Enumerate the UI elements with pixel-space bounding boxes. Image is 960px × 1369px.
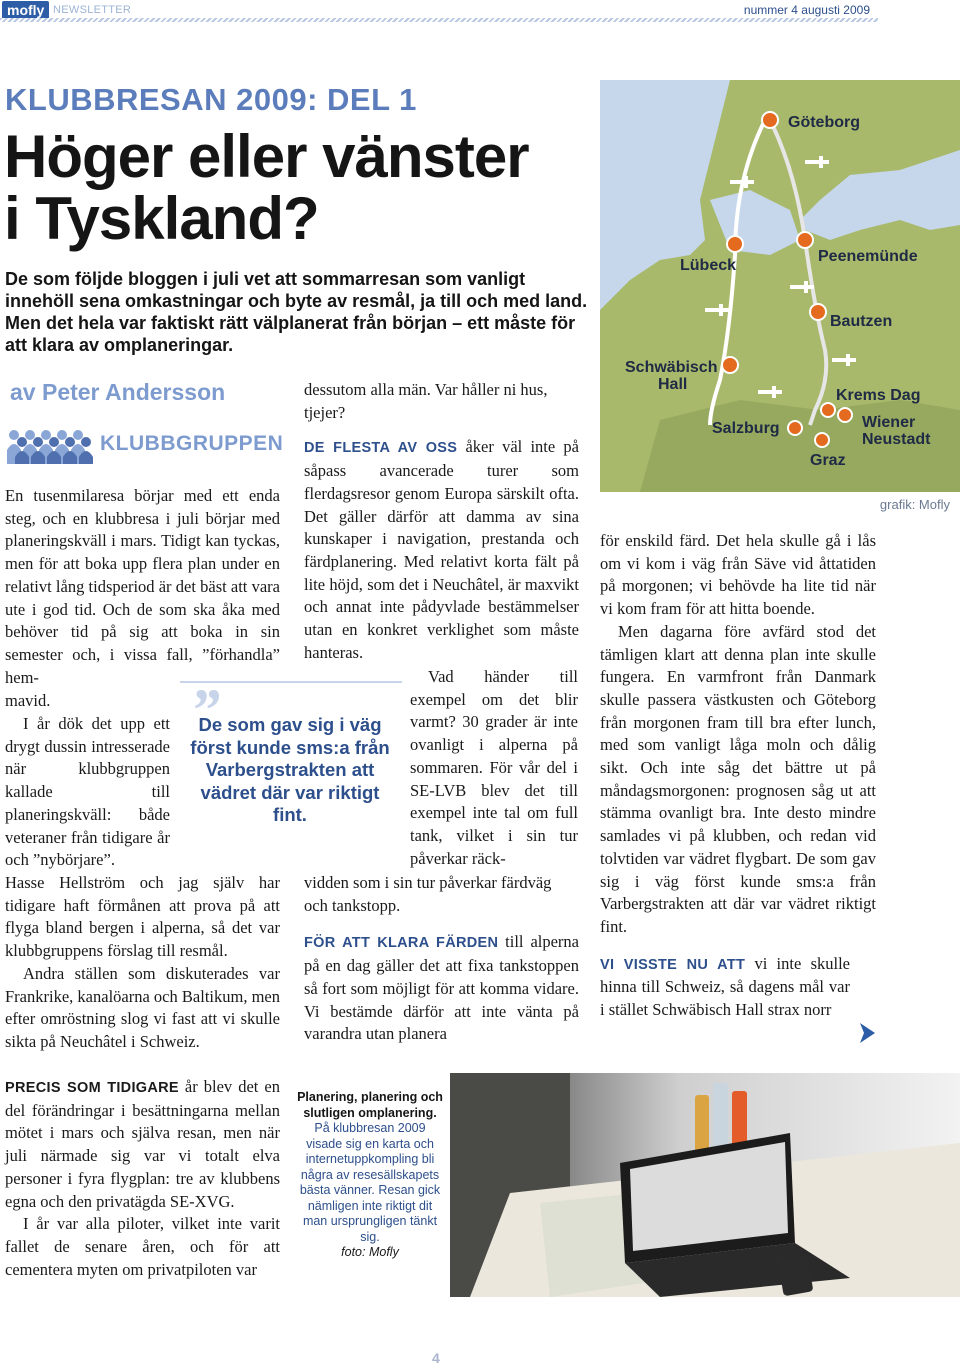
page-number: 4	[432, 1350, 440, 1366]
route-map	[600, 80, 960, 492]
paragraph-text: år blev det en del förändringar i besättningarna mellan mötet i mars och själva resan, men när juli närmade sig var vi totalt elva personer i fyra flygplan: tre av klubbens egna och den privatägda SE-XVG.	[5, 1077, 280, 1211]
column-1-top	[5, 485, 280, 689]
group-label: KLUBBGRUPPEN	[100, 432, 284, 455]
paragraph: dessutom alla män. Var håller ni hus, tjejer?	[304, 380, 548, 422]
planning-photo	[450, 1073, 960, 1297]
paragraph-text: åker väl inte på såpass avancerade turer som flerdagsresor genom Europa särskilt ofta. Det gäller därför att damma av sina kunskaper i navigation, prestanda och färdplanering. Med relativt korta fält på lite höjd, som det i Neuchâtel, är maxvikt och annat inte pådyvlade bestämmelser utan en konkret verklighet som måste hanteras.	[304, 437, 579, 662]
map-label: Peenemünde	[818, 248, 918, 265]
issue-label: nummer 4 augusti 2009	[743, 3, 870, 17]
caption-credit: foto: Mofly	[341, 1245, 399, 1259]
map-dot-bautzen	[810, 304, 826, 320]
map-dot-krems	[821, 403, 835, 417]
map-label: Göteborg	[788, 114, 860, 131]
mofly-logo: mofly	[2, 1, 49, 19]
article-lead: De som följde bloggen i juli vet att sommarresan som vanligt innehöll sena omkastningar och byte av resmål, ja till och med land. Men det hela var faktiskt rätt välplanerat från början – ett måste för att klara av omplaneringar.	[5, 269, 588, 355]
column-1-hyphen-end	[5, 690, 175, 713]
headline-line-2: i Tyskland?	[4, 185, 319, 252]
phone	[778, 1256, 814, 1297]
paragraph-lede: DE FLESTA AV OSS	[304, 440, 458, 457]
paragraph-text: vi inte skulle hinna till Schweiz, så dagens mål var i stället Schwäbisch Hall strax norr	[600, 953, 850, 1020]
people-group-icon	[5, 428, 97, 464]
paragraph: vidden som i sin tur påverkar färdväg och tankstopp.	[304, 873, 552, 915]
caption-text: På klubbresan 2009 visade sig en karta och internetuppkompling bli några av resesällskapets bästa vänner. Resan gick nämligen inte riktigt dit man ursprungligen tänkt sig.	[299, 1121, 441, 1244]
header-stripe	[0, 18, 878, 22]
paragraph	[600, 953, 850, 1022]
paragraph: Hasse Hellström och jag själv har tidigare haft förmånen att prova på att flyga bland bergen i alperna, så det var klubbgruppens förslag till resmål.	[5, 873, 280, 961]
newsletter-label: NEWSLETTER	[53, 4, 132, 16]
paragraph-lede: FÖR ATT KLARA FÄRDEN	[304, 935, 499, 952]
column-2-bottom	[304, 872, 579, 1046]
map-dot-graz	[815, 433, 829, 447]
paragraph: för enskild färd. Det hela skulle gå i lås om vi kom i väg från Säve vid åttatiden på morgonen; vi behövde ha lite tid när vi kom fram för att hitta boende.	[600, 531, 876, 619]
quote-mark-icon: ”	[190, 677, 220, 743]
caption-title: Planering, planering och slutligen omplanering.	[297, 1090, 443, 1120]
byline: av Peter Andersson	[10, 379, 226, 405]
photo-caption	[296, 1090, 444, 1261]
map-credit: grafik: Mofly	[879, 497, 950, 512]
map-label: Krems Dag	[836, 387, 921, 404]
column-3	[600, 530, 876, 1022]
paragraph	[304, 436, 579, 664]
paragraph: Andra ställen som diskuterades var Frankrike, kanalöarna och Baltikum, men efter omröstning slog vi fast att vi skulle sikta på Neuchâtel i Schweiz.	[5, 963, 280, 1051]
map-label: Neustadt	[862, 431, 931, 448]
column-4	[5, 1076, 280, 1281]
page-header	[0, 0, 960, 22]
paragraph	[5, 1076, 280, 1213]
paragraph	[304, 931, 579, 1046]
paragraph-end: mavid.	[5, 691, 51, 710]
map-dot-schwabisch-hall	[722, 357, 738, 373]
map-label: Schwäbisch	[625, 359, 718, 376]
bottle	[695, 1095, 709, 1155]
headline-line-1: Höger eller vänster	[4, 123, 529, 190]
column-1-bottom	[5, 872, 280, 1054]
map-label: Lübeck	[680, 257, 737, 274]
paragraph-lede: VI VISSTE NU ATT	[600, 956, 746, 973]
column-2-top	[304, 379, 579, 664]
pull-quote: De som gav sig i väg först kunde sms:a från Varbergstrakten att vädret där var riktigt fint.	[190, 714, 390, 825]
paragraph: Vad händer till exempel om det blir varmt? 30 grader är inte ovanligt i alperna på sommaren. För vår del i SE-LVB blev det till exempel inte tal om full tank, vilket i sin tur påverkar räck-	[410, 667, 578, 868]
paragraph: Men dagarna före avfärd stod det tämligen klart att denna plan inte skulle fungera. En varmfront från Danmark skulle passera västkusten och Göteborg från morgonen fram till bra efter lunch, med som vanligt låga moln och dålig sikt. Och inte såg det bättre ut på måndagsmorgonen: prognosen såg ut att stämma ovanligt bra. Inte desto mindre samlades vi på klubben, och redan vid tolvtiden var vädret flygbart. De som gav sig i väg först kunde sms:a från Varbergstrakten att där var vädret riktigt fint.	[600, 621, 876, 936]
map-label: Bautzen	[830, 313, 893, 330]
paragraph-text: till alperna på en dag gäller det att fixa tankstoppen så fort som möjligt för att komma vidare. Vi bestämde därför att inte vänta på varandra utan planera	[304, 932, 579, 1044]
article-headline	[4, 123, 529, 252]
column-1-narrow	[5, 713, 170, 872]
paragraph: En tusenmilaresa börjar med ett enda steg, och en klubbresa i juli börjar med planeringskväll i mars. Tidigt kan tyckas, men för att boka upp flera plan under en relativt lång tidsperiod är det bäst att vara ute i god tid. Och de som ska åka med behöver tid på sig att boka in sin semester och, i vissa fall, ”förhandla” hem-	[5, 486, 280, 687]
map-dot-lubeck	[727, 236, 743, 252]
paragraph: I år dök det upp ett drygt dussin intresserade när klubbgruppen kallade till planeringskväll: både veteraner från tidigare år och ”nybörjare”.	[5, 714, 170, 870]
article-kicker: KLUBBRESAN 2009: DEL 1	[5, 82, 417, 117]
map-label: Hall	[658, 376, 688, 393]
column-2-narrow	[410, 666, 578, 870]
map-dot-wiener-neustadt	[838, 408, 852, 422]
map-label: Wiener	[862, 414, 916, 431]
map-label: Salzburg	[712, 420, 780, 437]
map-dot-goteborg	[762, 112, 778, 128]
paragraph: I år var alla piloter, vilket inte varit fallet de senare åren, och för att cementera myten om privatpiloten var	[5, 1214, 280, 1279]
map-label: Graz	[810, 452, 846, 469]
continue-arrow-icon	[858, 1022, 876, 1044]
paragraph-lede: PRECIS SOM TIDIGARE	[5, 1080, 179, 1096]
map-dot-salzburg	[788, 421, 802, 435]
map-dot-peenemunde	[797, 232, 813, 248]
